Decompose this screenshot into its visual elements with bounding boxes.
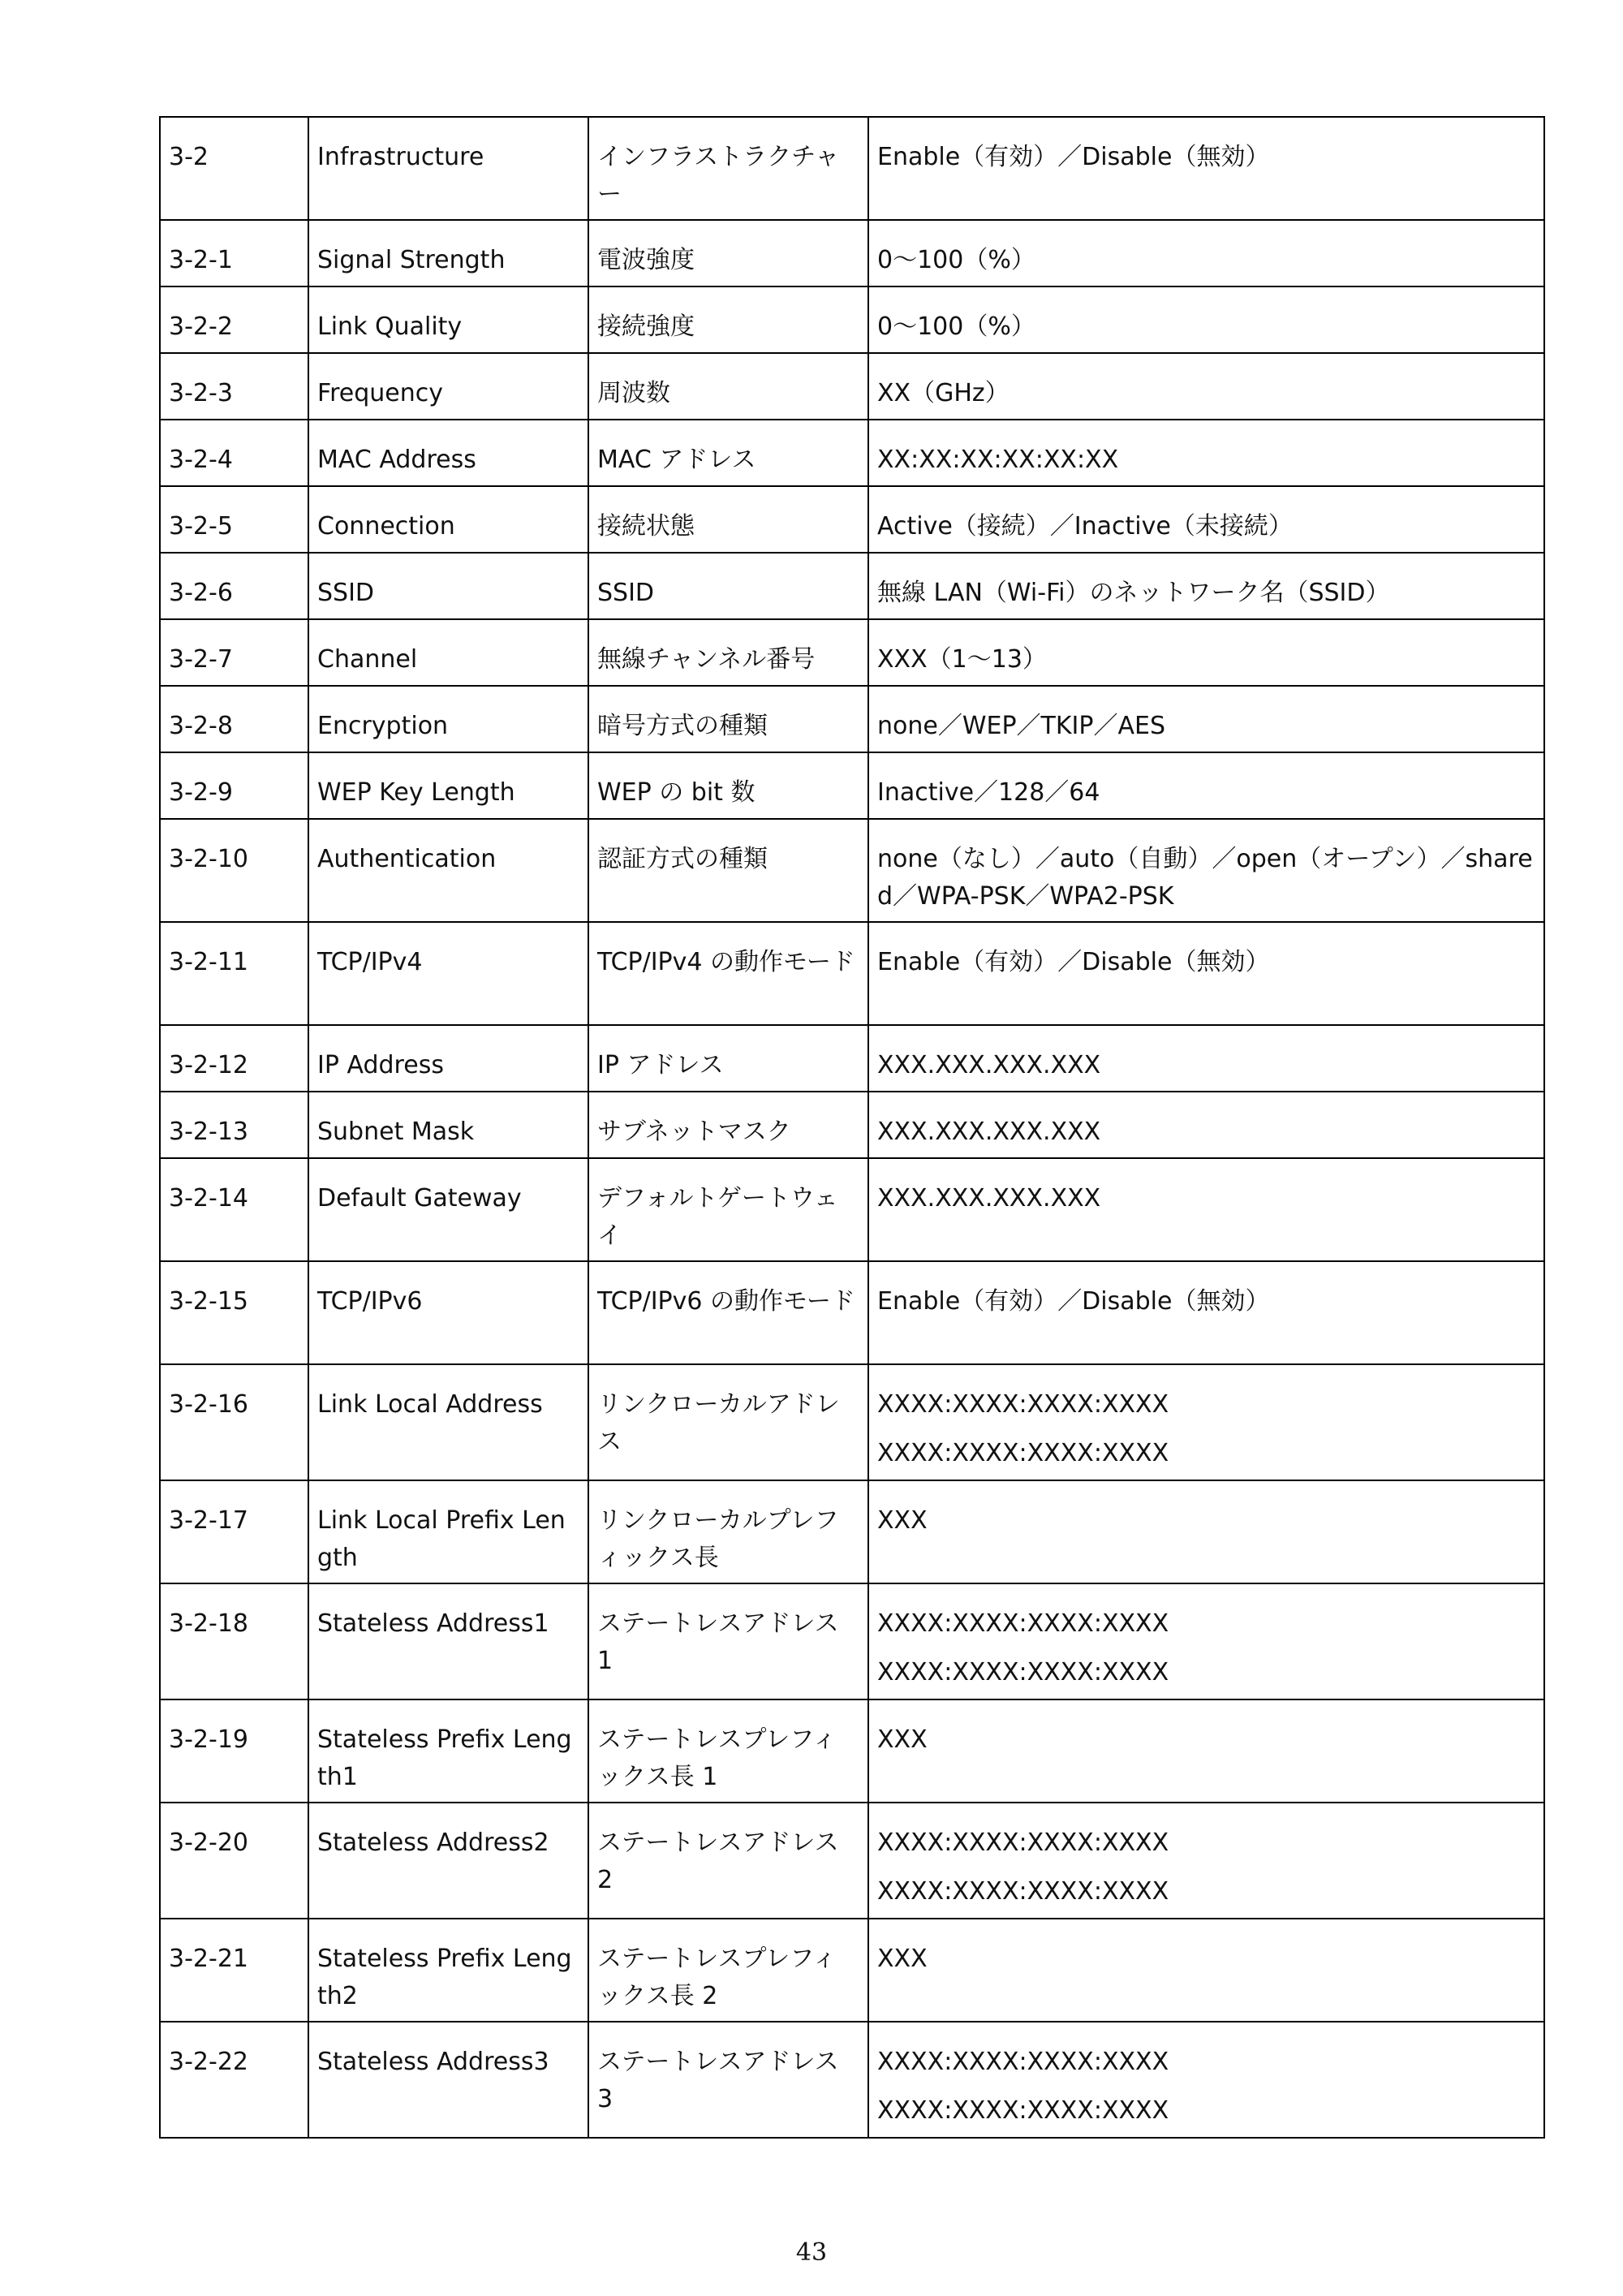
item-name: Stateless Prefix Length2 [308, 1919, 588, 2022]
item-name: Stateless Address2 [308, 1803, 588, 1919]
item-name-jp: インフラストラクチャー [588, 117, 868, 220]
item-value-line: XXX.XXX.XXX.XXX [877, 1051, 1101, 1079]
item-name-jp: IP アドレス [588, 1025, 868, 1092]
table-row [160, 2022, 1544, 2138]
item-name-jp: TCP/IPv6 の動作モード [588, 1261, 868, 1364]
item-name: TCP/IPv4 [308, 922, 588, 1025]
table-row [160, 819, 1544, 922]
table-row [160, 752, 1544, 819]
item-value [868, 486, 1544, 553]
item-name: IP Address [308, 1025, 588, 1092]
item-value-line: XXX [877, 1725, 928, 1754]
item-value-line: Enable（有効）／Disable（無効） [877, 143, 1270, 171]
item-name-jp: ステートレスアドレス 3 [588, 2022, 868, 2138]
item-name-jp: SSID [588, 553, 868, 619]
item-name: TCP/IPv6 [308, 1261, 588, 1364]
item-name-jp: リンクローカルアドレス [588, 1364, 868, 1480]
item-name-jp: リンクローカルプレフィックス長 [588, 1480, 868, 1583]
table-row [160, 1092, 1544, 1158]
item-name: Encryption [308, 686, 588, 752]
item-name: Signal Strength [308, 220, 588, 286]
item-value-line: XXX.XXX.XXX.XXX [877, 1184, 1101, 1213]
item-value-line: XXXX:XXXX:XXXX:XXXX [877, 1877, 1169, 1906]
item-value-line: XXX（1～13） [877, 645, 1047, 674]
item-value-line: none（なし）／auto（自動）／open（オープン）／shared／WPA-PSK／WPA2-PSK [877, 845, 1533, 911]
item-number: 3-2-19 [160, 1699, 308, 1803]
item-name-jp: 認証方式の種類 [588, 819, 868, 922]
item-number: 3-2-16 [160, 1364, 308, 1480]
table-row [160, 1158, 1544, 1261]
item-value [868, 1699, 1544, 1803]
item-value [868, 1158, 1544, 1261]
table-row [160, 1583, 1544, 1699]
item-number: 3-2-7 [160, 619, 308, 686]
item-name-jp: ステートレスアドレス 1 [588, 1583, 868, 1699]
item-value-line: XXXX:XXXX:XXXX:XXXX [877, 1829, 1169, 1857]
item-value [868, 353, 1544, 420]
item-name-jp: 接続状態 [588, 486, 868, 553]
item-value-line: XXXX:XXXX:XXXX:XXXX [877, 1658, 1169, 1686]
item-name-jp: ステートレスアドレス 2 [588, 1803, 868, 1919]
item-value-line: XXXX:XXXX:XXXX:XXXX [877, 2096, 1169, 2125]
table-row [160, 1025, 1544, 1092]
table-row [160, 353, 1544, 420]
item-name: Link Local Address [308, 1364, 588, 1480]
item-value [868, 1092, 1544, 1158]
item-name: Stateless Address3 [308, 2022, 588, 2138]
item-value [868, 1480, 1544, 1583]
item-number: 3-2-18 [160, 1583, 308, 1699]
item-value [868, 1364, 1544, 1480]
item-name: Link Quality [308, 286, 588, 353]
item-value-line: XXX.XXX.XXX.XXX [877, 1118, 1101, 1146]
item-value-line: XXXX:XXXX:XXXX:XXXX [877, 2048, 1169, 2076]
item-value-line: XXX [877, 1506, 928, 1535]
item-number: 3-2-5 [160, 486, 308, 553]
item-value-line: 0～100（%） [877, 312, 1035, 341]
item-name-jp: TCP/IPv4 の動作モード [588, 922, 868, 1025]
table-row [160, 1803, 1544, 1919]
item-name-jp: WEP の bit 数 [588, 752, 868, 819]
item-value-line: XX（GHz） [877, 379, 1010, 407]
item-name-jp: 接続強度 [588, 286, 868, 353]
table-row [160, 220, 1544, 286]
item-name-jp: サブネットマスク [588, 1092, 868, 1158]
item-value [868, 420, 1544, 486]
item-number: 3-2-8 [160, 686, 308, 752]
item-number: 3-2-12 [160, 1025, 308, 1092]
item-number: 3-2-17 [160, 1480, 308, 1583]
item-name-jp: 周波数 [588, 353, 868, 420]
settings-table [159, 116, 1545, 2139]
item-name: Connection [308, 486, 588, 553]
item-value-line: Enable（有効）／Disable（無効） [877, 948, 1270, 976]
item-value [868, 922, 1544, 1025]
item-number: 3-2-3 [160, 353, 308, 420]
item-name-jp: ステートレスプレフィックス長 1 [588, 1699, 868, 1803]
item-name-jp: 暗号方式の種類 [588, 686, 868, 752]
item-name-jp: 電波強度 [588, 220, 868, 286]
table-row [160, 1364, 1544, 1480]
table-row [160, 286, 1544, 353]
table-row [160, 686, 1544, 752]
item-value [868, 619, 1544, 686]
item-value-line: 無線 LAN（Wi-Fi）のネットワーク名（SSID） [877, 579, 1390, 607]
item-number: 3-2-1 [160, 220, 308, 286]
item-name: Default Gateway [308, 1158, 588, 1261]
item-value [868, 1919, 1544, 2022]
item-value [868, 1261, 1544, 1364]
item-value-line: none／WEP／TKIP／AES [877, 712, 1166, 740]
item-number: 3-2-20 [160, 1803, 308, 1919]
item-number: 3-2-22 [160, 2022, 308, 2138]
item-value-line: XXXX:XXXX:XXXX:XXXX [877, 1439, 1169, 1467]
table-row [160, 619, 1544, 686]
item-value [868, 819, 1544, 922]
table-row [160, 420, 1544, 486]
table-row [160, 922, 1544, 1025]
item-name-jp: MAC アドレス [588, 420, 868, 486]
table-row [160, 1919, 1544, 2022]
item-value [868, 2022, 1544, 2138]
item-name: WEP Key Length [308, 752, 588, 819]
item-value [868, 752, 1544, 819]
item-value-line: XXX [877, 1945, 928, 1973]
item-name: Link Local Prefix Length [308, 1480, 588, 1583]
table-row [160, 1261, 1544, 1364]
item-name: MAC Address [308, 420, 588, 486]
item-value-line: 0～100（%） [877, 246, 1035, 274]
item-name: Frequency [308, 353, 588, 420]
item-number: 3-2-10 [160, 819, 308, 922]
item-name: Stateless Prefix Length1 [308, 1699, 588, 1803]
item-value-line: XXXX:XXXX:XXXX:XXXX [877, 1390, 1169, 1419]
item-name-jp: ステートレスプレフィックス長 2 [588, 1919, 868, 2022]
item-name-jp: 無線チャンネル番号 [588, 619, 868, 686]
table-row [160, 1699, 1544, 1803]
item-number: 3-2-4 [160, 420, 308, 486]
item-value [868, 1025, 1544, 1092]
table-row [160, 486, 1544, 553]
item-number: 3-2-11 [160, 922, 308, 1025]
item-value-line: Enable（有効）／Disable（無効） [877, 1287, 1270, 1316]
item-value-line: Active（接続）／Inactive（未接続） [877, 512, 1293, 541]
item-number: 3-2-13 [160, 1092, 308, 1158]
item-value-line: XX:XX:XX:XX:XX:XX [877, 446, 1119, 474]
item-name: Infrastructure [308, 117, 588, 220]
item-value [868, 1803, 1544, 1919]
item-value [868, 286, 1544, 353]
item-number: 3-2-15 [160, 1261, 308, 1364]
item-name: Authentication [308, 819, 588, 922]
item-value-line: Inactive／128／64 [877, 778, 1100, 807]
table-row [160, 117, 1544, 220]
item-name: Channel [308, 619, 588, 686]
item-number: 3-2 [160, 117, 308, 220]
table-row [160, 553, 1544, 619]
item-number: 3-2-14 [160, 1158, 308, 1261]
item-value-line: XXXX:XXXX:XXXX:XXXX [877, 1609, 1169, 1638]
page-number: 43 [795, 2238, 828, 2267]
item-value [868, 1583, 1544, 1699]
item-name-jp: デフォルトゲートウェイ [588, 1158, 868, 1261]
item-value [868, 220, 1544, 286]
table-row [160, 1480, 1544, 1583]
item-value [868, 117, 1544, 220]
item-number: 3-2-21 [160, 1919, 308, 2022]
item-value [868, 686, 1544, 752]
item-number: 3-2-6 [160, 553, 308, 619]
item-value [868, 553, 1544, 619]
item-name: Subnet Mask [308, 1092, 588, 1158]
item-name: Stateless Address1 [308, 1583, 588, 1699]
item-number: 3-2-2 [160, 286, 308, 353]
item-name: SSID [308, 553, 588, 619]
item-number: 3-2-9 [160, 752, 308, 819]
